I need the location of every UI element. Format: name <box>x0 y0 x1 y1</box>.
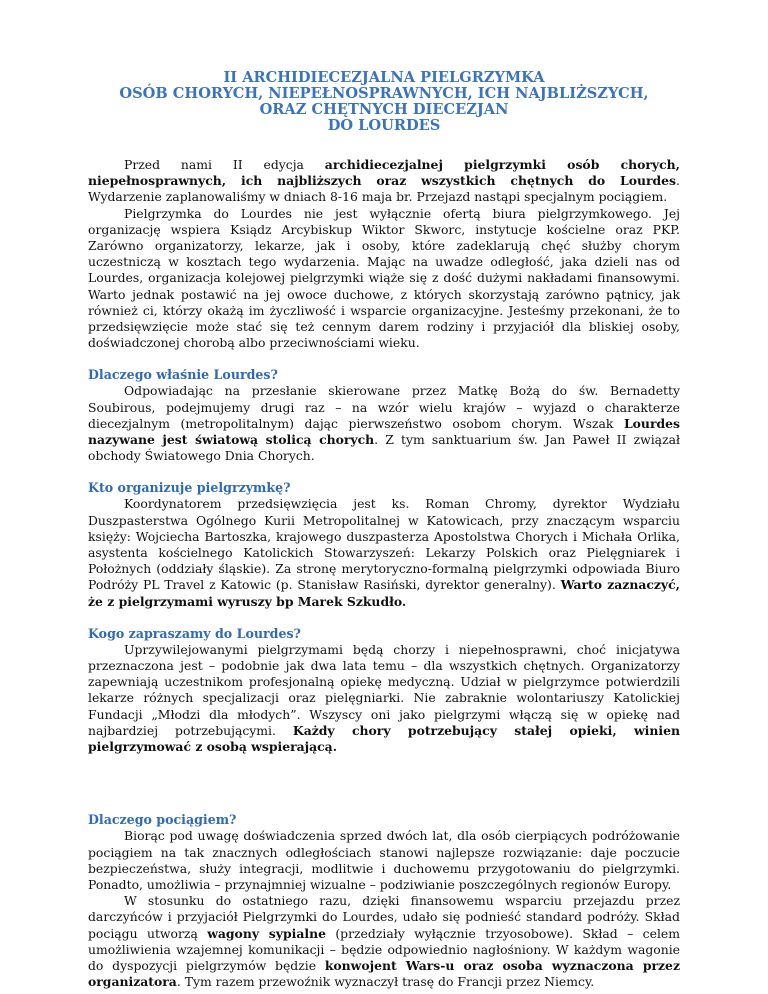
section-heading-who-invited: Kogo zapraszamy do Lourdes? <box>88 625 301 641</box>
s4-p2-text-1: W stosunku do ostatniego razu, dzięki finansowemu wsparciu przejazdu przez darczyńców i przyjaciół Pielgrzymki do Lourdes, udało się podnieść standard podróży. Skład pociągu utworzą <box>88 893 680 941</box>
section-4-paragraph-1: Biorąc pod uwagę doświadczenia sprzed dwóch lat, dla osób cierpiących podróżowanie pociągiem na tak znacznych odległościach stanowi najlepsze rozwiązanie: daje poczucie bezpieczeństwa, służy integracji, modlitwie i duchowemu przygotowaniu do pielgrzymki. Ponadto, umożliwia – przynajmniej wizualne – podziwianie poszczególnych regionów Europy. <box>88 828 680 892</box>
intro-p1-text-2: . Wydarzenie zaplanowaliśmy w dniach 8-16 maja br. Przejazd nastąpi specjalnym pociągiem. <box>88 173 680 205</box>
s2-bold-1: Warto zaznaczyć, że z pielgrzymami wyruszy bp Marek Szkudło. <box>88 577 680 609</box>
s1-bold-1: Lourdes nazywane jest światową stolicą chorych <box>88 415 680 448</box>
intro-p1-text-1: Przed nami II edycja <box>124 157 325 172</box>
intro-paragraph-1 <box>88 157 680 206</box>
s4-p2-bold-1: wagony sypialne <box>207 925 326 941</box>
section-2-paragraph <box>88 496 680 609</box>
s3-bold-1: Każdy chory potrzebujący stałej opieki, winien pielgrzymować z osobą wspierającą. <box>88 722 680 755</box>
s2-text-1: Koordynatorem przedsięwzięcia jest ks. Roman Chromy, dyrektor Wydziału Duszpasterstwa Ogólnego Kurii Metropolitalnej w Katowicach, przy znaczącym wsparciu księży: Wojciecha Bartoszka, krajowego duszpasterza Apostolstwa Chorych i Michała Orlika, asystenta kościelnego Katolickich Stowarzyszeń: Lekarzy Polskich oraz Pielęgniarek i Położnych (oddziały śląskie). Za stronę merytoryczno-formalną pielgrzymki odpowiada Biuro Podróży PL Travel z Katowic (p. Stanisław Rasiński, dyrektor generalny). <box>88 496 680 593</box>
s3-text-1: Uprzywilejowanymi pielgrzymami będą chorzy i niepełnosprawni, choć inicjatywa przeznaczona jest – podobnie jak dwa lata temu – dla wszystkich chętnych. Organizatorzy zapewniają uczestnikom profesjonalną opiekę medyczną. Udział w pielgrzymce potwierdzili lekarze różnych specjalizacji oraz pielęgniarki. Nie zabraknie wolontariuszy Katolickiej Fundacji „Młodzi dla młodych”. Wszyscy oni jako pielgrzymi włączą się w opiekę nad najbardziej potrzebującymi. <box>88 641 680 738</box>
section-heading-who-organizes: Kto organizuje pielgrzymkę? <box>88 480 291 496</box>
section-1-paragraph <box>88 383 680 464</box>
s1-text-1: Odpowiadając na przesłanie skierowane przez Matkę Bożą do św. Bernadetty Soubirous, podejmujemy drugi raz – na wzór wielu krajów – wyjazd o charakterze diecezjalnym (metropolitalnym) dając pierwszeństwo osobom chorym. Wszak <box>88 383 680 431</box>
section-heading-why-train: Dlaczego pociągiem? <box>88 812 237 828</box>
s4-p2-bold-2: konwojent Wars-u oraz osoba wyznaczona przez organizatora <box>88 957 680 990</box>
intro-p1-bold-1: archidiecezjalnej pielgrzymki osób chorych, niepełnosprawnych, ich najbliższych oraz wszystkich chętnych do Lourdes <box>88 157 680 189</box>
title-line-3: ORAZ CHĘTNYCH DIECEZJAN <box>259 101 509 118</box>
s4-p2-text-2: (przedziały wyłącznie trzyosobowe). Skład – celem umożliwienia wzajemnej komunikacji – będzie odpowiednio nagłośniony. W każdym wagonie do dyspozycji pielgrzymów będzie <box>88 925 680 973</box>
s1-text-2: . Z tym sanktuarium św. Jan Paweł II związał obchody Światowego Dnia Chorych. <box>88 432 680 464</box>
section-heading-why-lourdes: Dlaczego właśnie Lourdes? <box>88 367 278 383</box>
title-line-4: DO LOURDES <box>327 117 441 134</box>
title-line-2: OSÓB CHORYCH, NIEPEŁNOSPRAWNYCH, ICH NAJBLIŻSZYCH, <box>119 85 649 102</box>
s4-p2-text-3: . Tym razem przewoźnik wyznaczył trasę do Francji przez Niemcy. <box>176 974 595 990</box>
section-4-paragraph-2 <box>88 893 680 990</box>
section-3-paragraph <box>88 642 680 755</box>
intro-paragraph-2: Pielgrzymka do Lourdes nie jest wyłącznie ofertą biura pielgrzymkowego. Jej organizację wspiera Ksiądz Arcybiskup Wiktor Skworc, instytucje kościelne oraz PKP. Zarówno organizatorzy, lekarze, jak i osoby, które zadeklarują chęć służby chorym uczestniczą w kosztach tego wydarzenia. Mając na uwadze odległość, jaka dzieli nas od Lourdes, organizacja kolejowej pielgrzymki wiąże się z dość dużymi nakładami finansowymi. Warto jednak postawić na jej owoce duchowe, z których skorzystają zarówno pątnicy, jak również ci, którzy okażą im życzliwość i wsparcie organizacyjne. Jesteśmy przekonani, że to przedsięwzięcie może stać się też cennym darem rodziny i przyjaciół dla bliskiej osoby, doświadczonej chorobą albo przeciwnościami wieku. <box>88 205 680 351</box>
title-line-1: II ARCHIDIECEZJALNA PIELGRZYMKA <box>223 69 545 86</box>
document-title <box>88 70 680 134</box>
